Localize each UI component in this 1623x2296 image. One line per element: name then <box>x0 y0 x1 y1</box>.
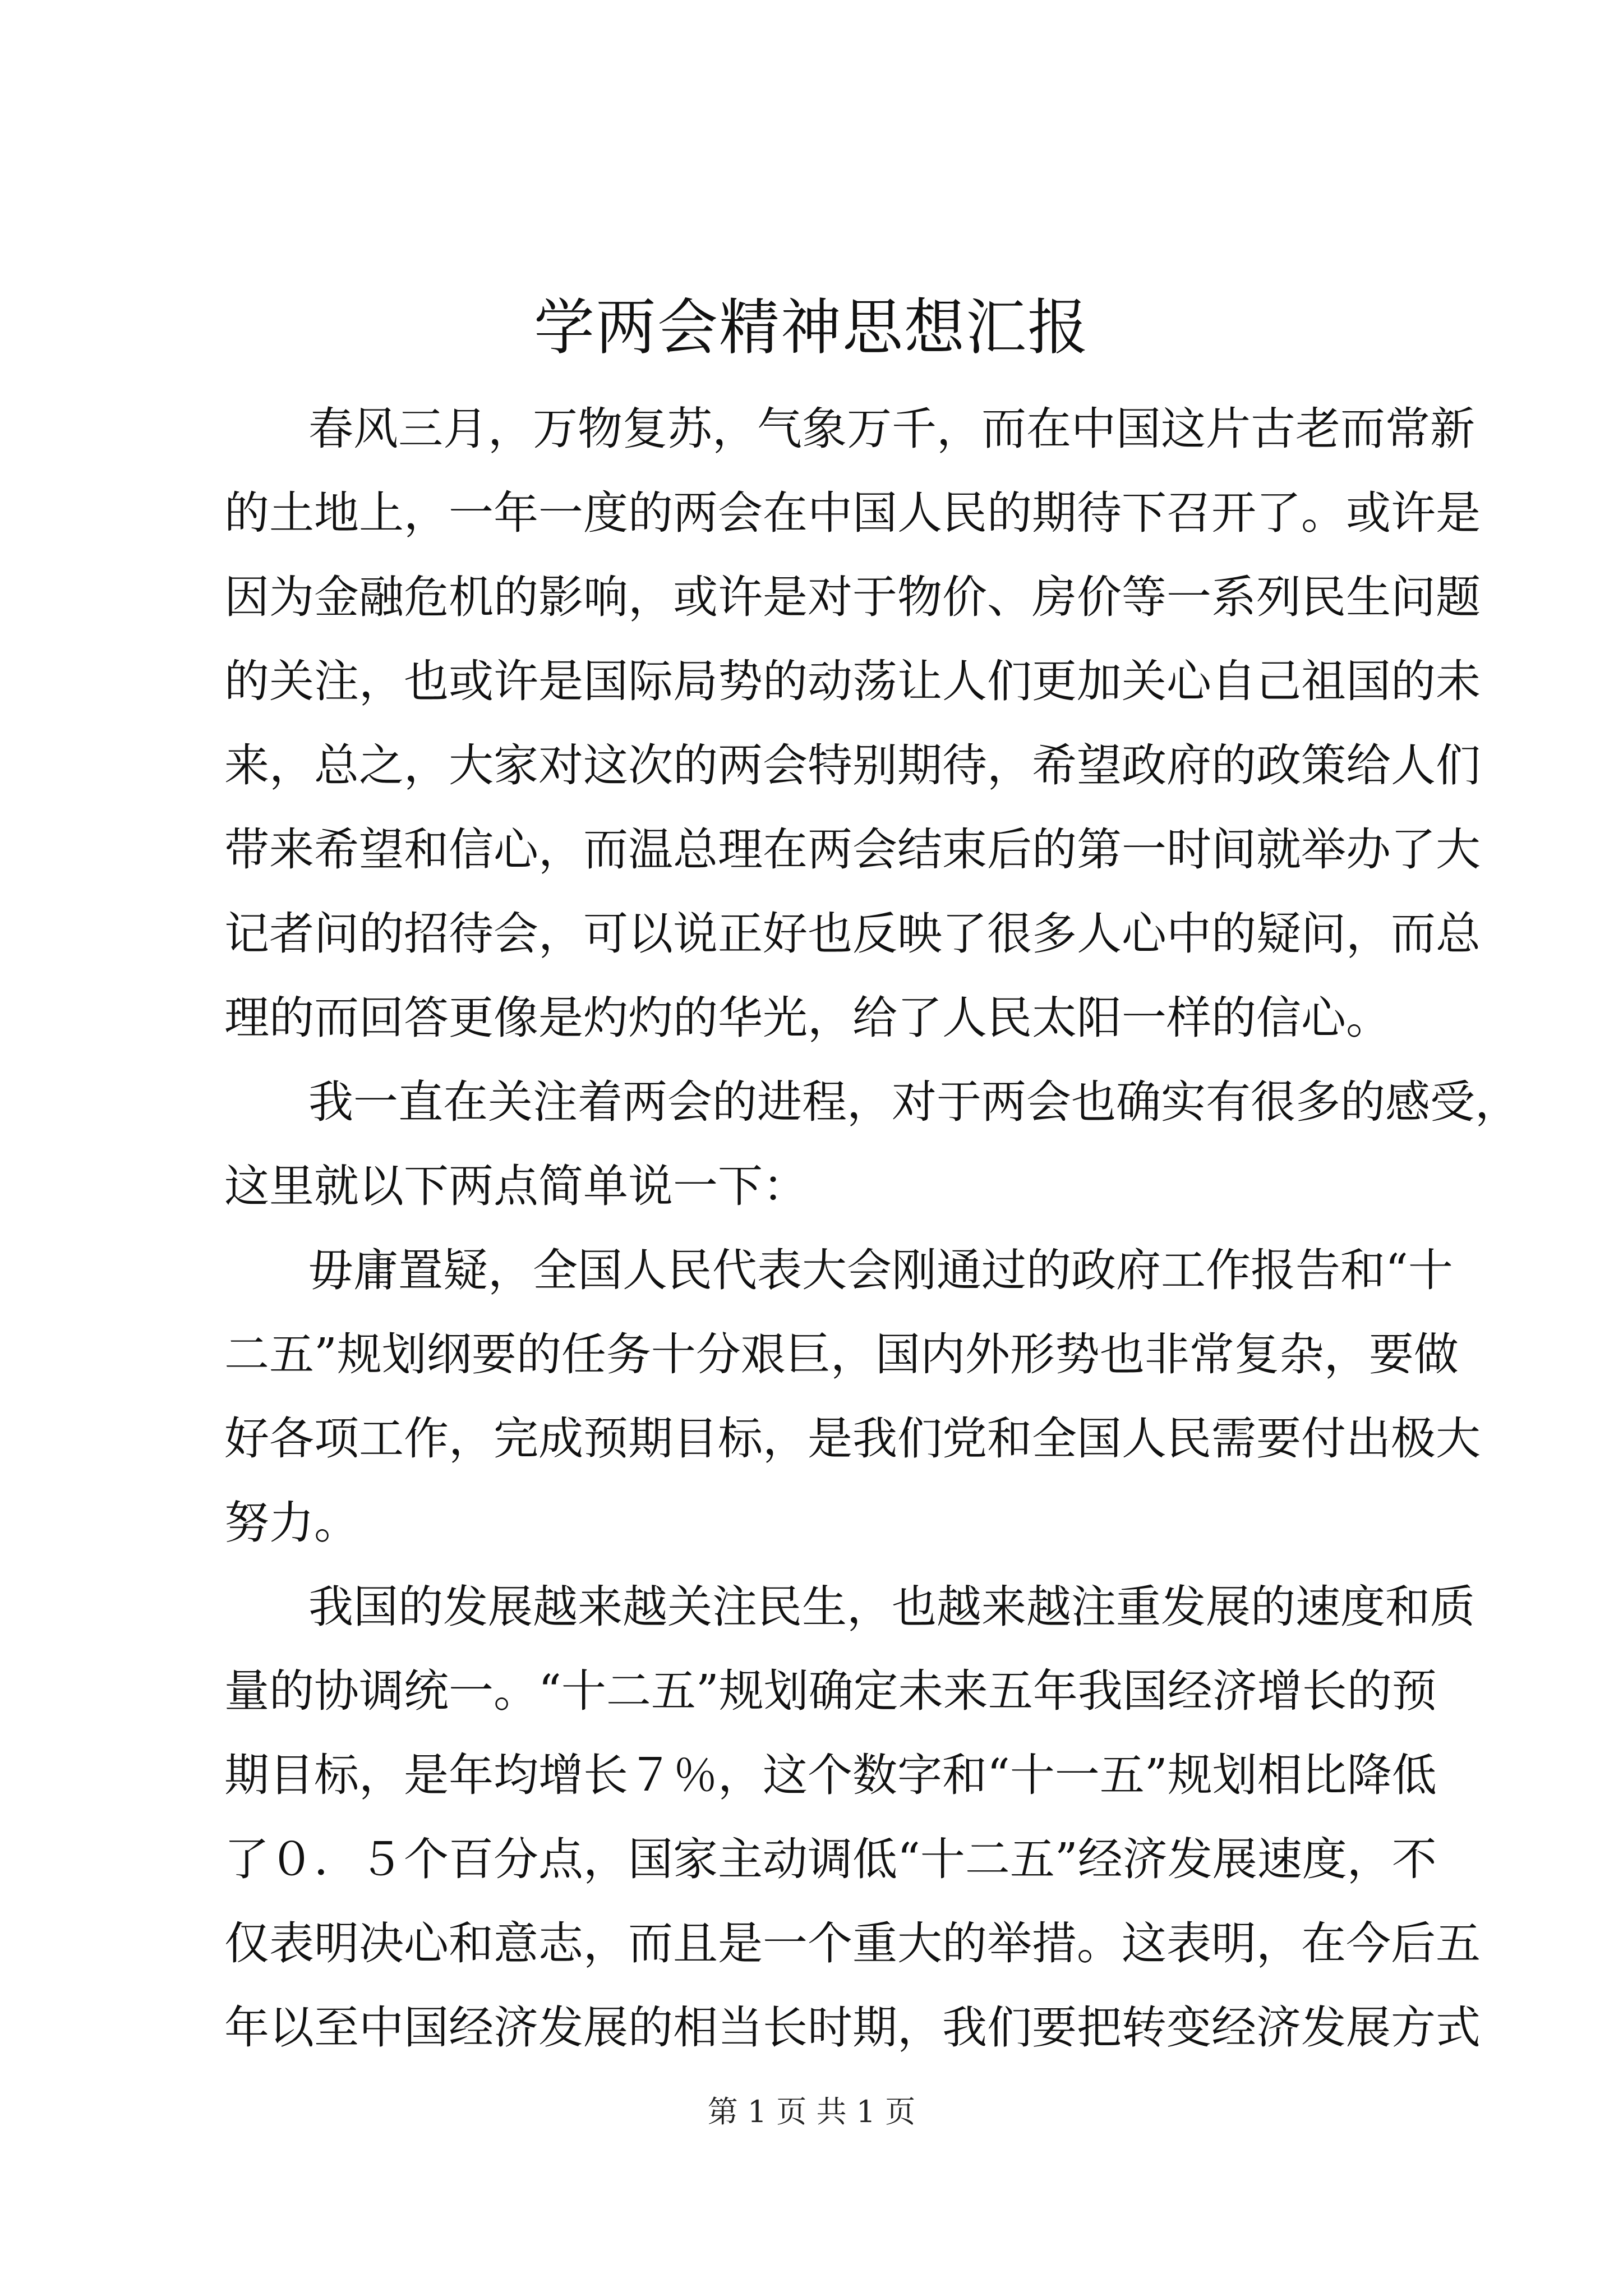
paragraph-line: 理的而回答更像是灼灼的华光，给了人民太阳一样的信心。 <box>224 992 1391 1044</box>
paragraph-line: 的关注，也或许是国际局势的动荡让人们更加关心自己祖国的未 <box>224 655 1481 707</box>
document-title: 学两会精神思想汇报 <box>533 293 1089 363</box>
paragraph-line: 记者问的招待会，可以说正好也反映了很多人心中的疑问，而总 <box>224 908 1481 960</box>
paragraph-line: 努力。 <box>224 1497 359 1549</box>
paragraph-line: 春风三月，万物复苏，气象万千，而在中国这片古老而常新 <box>308 403 1475 455</box>
paragraph-line: 了０．５个百分点，国家主动调低“十二五”经济发展速度，不 <box>224 1833 1437 1885</box>
paragraph-line: 毋庸置疑，全国人民代表大会刚通过的政府工作报告和“十 <box>308 1244 1453 1296</box>
paragraph-line: 仅表明决心和意志，而且是一个重大的举措。这表明，在今后五 <box>224 1917 1481 1970</box>
paragraph-line: 年以至中国经济发展的相当长时期，我们要把转变经济发展方式 <box>224 2001 1481 2054</box>
paragraph-line: 我一直在关注着两会的进程，对于两会也确实有很多的感受， <box>308 1076 1520 1128</box>
paragraph-line: 来，总之，大家对这次的两会特别期待，希望政府的政策给人们 <box>224 739 1481 792</box>
paragraph-line: 好各项工作，完成预期目标，是我们党和全国人民需要付出极大 <box>224 1412 1481 1465</box>
paragraph-line: 我国的发展越来越关注民生，也越来越注重发展的速度和质 <box>308 1581 1475 1633</box>
paragraph-line: 这里就以下两点简单说一下： <box>224 1160 808 1212</box>
paragraph-line: 量的协调统一。“十二五”规划确定未来五年我国经济增长的预 <box>224 1665 1437 1717</box>
document-body <box>224 387 1520 2070</box>
paragraph-line: 因为金融危机的影响，或许是对于物价、房价等一系列民生问题 <box>224 571 1481 623</box>
paragraph-line: 带来希望和信心，而温总理在两会结束后的第一时间就举办了大 <box>224 823 1481 876</box>
page-number-footer: 第 1 页 共 1 页 <box>707 2094 916 2129</box>
paragraph-line: 的土地上，一年一度的两会在中国人民的期待下召开了。或许是 <box>224 487 1481 539</box>
paragraph-line: 期目标，是年均增长７％，这个数字和“十一五”规划相比降低 <box>224 1749 1437 1801</box>
paragraph-line: 二五”规划纲要的任务十分艰巨，国内外形势也非常复杂，要做 <box>224 1328 1459 1381</box>
